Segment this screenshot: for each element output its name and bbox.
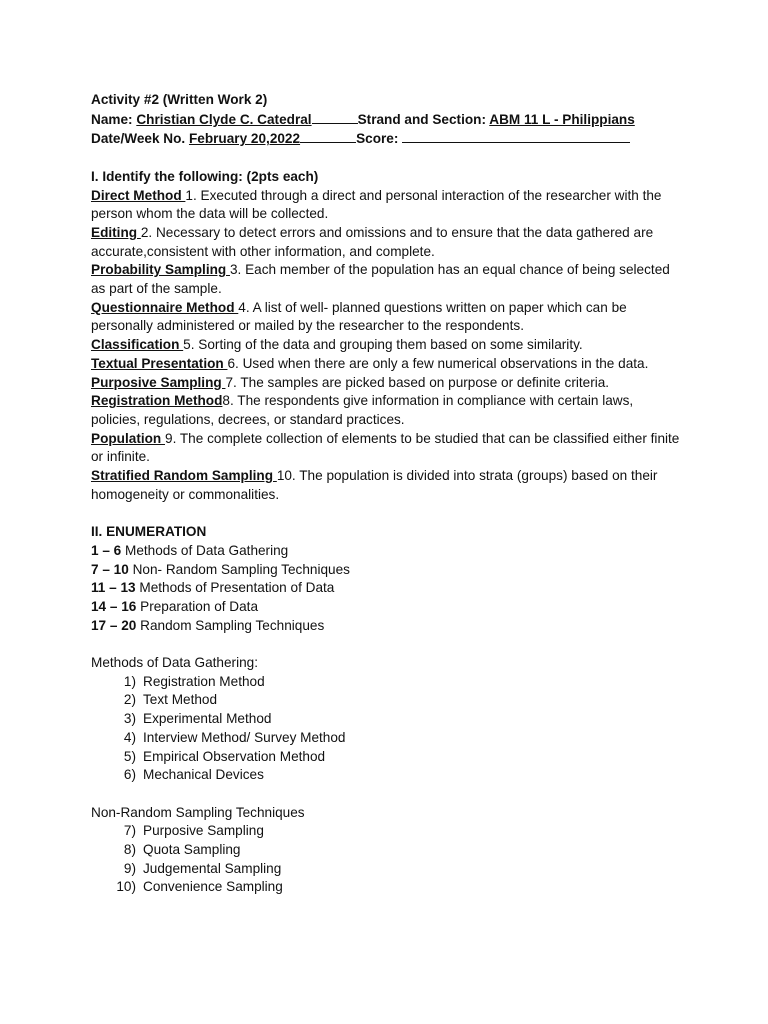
list-number [91, 748, 136, 767]
numbered-list [91, 673, 681, 785]
identify-question: 8. The respondents give information in compliance with certain laws, policies, regulations, decrees, or standard practices. [91, 393, 634, 427]
section2-title: II. ENUMERATION [91, 524, 207, 540]
identify-answer: Direct Method [91, 187, 186, 203]
list-heading: Methods of Data Gathering: [91, 655, 258, 671]
enumeration-range: 17 – 20 [91, 617, 137, 633]
activity-title: Activity #2 (Written Work 2) [91, 92, 268, 107]
section2-items [91, 542, 681, 636]
identify-item [91, 224, 681, 261]
enumeration-item [91, 598, 681, 617]
enumeration-range: 11 – 13 [91, 580, 136, 596]
list-item [91, 748, 681, 767]
list-number [91, 822, 136, 841]
identify-question: 4. A list of well- planned questions written on paper which can be personally administered or mailed by the researcher to the respondents. [91, 299, 627, 334]
enumeration-topic: Non- Random Sampling Techniques [128, 561, 350, 577]
enumeration-topic: Preparation of Data [136, 598, 259, 614]
identify-item [91, 261, 681, 298]
identify-answer: Editing [91, 224, 141, 240]
numbered-list [91, 822, 681, 897]
list-item-text: Experimental Method [143, 711, 272, 727]
enumeration-range: 1 – 6 [91, 542, 122, 558]
enumeration-item [91, 579, 681, 598]
identify-answer: Classification [91, 337, 184, 353]
identify-answer: Questionnaire Method [91, 299, 239, 315]
identify-item [91, 187, 681, 224]
identify-answer: Probability Sampling [91, 262, 230, 278]
list-number-text: 5) [123, 748, 136, 764]
list-number [91, 710, 136, 729]
list-item [91, 729, 681, 748]
identify-item [91, 374, 681, 393]
list-number [91, 860, 136, 879]
list-number-text: 1) [123, 673, 136, 689]
identify-question: 6. Used when there are only a few numerical observations in the data. [227, 355, 649, 371]
identify-question: 9. The complete collection of elements to be studied that can be classified either finite or infinite. [91, 430, 680, 465]
date-line [91, 129, 681, 149]
identify-item [91, 299, 681, 336]
identify-item [91, 467, 681, 504]
spacer [91, 504, 681, 523]
spacer [91, 149, 681, 168]
list-item-text: Registration Method [143, 673, 265, 689]
spacer [91, 785, 681, 804]
list-item-text: Text Method [143, 692, 218, 708]
list-number [91, 878, 136, 897]
date-label: Date/Week No. [91, 131, 189, 147]
identify-question: 7. The samples are picked based on purpose or definite criteria. [225, 374, 610, 390]
identify-item [91, 336, 681, 355]
enumeration-topic: Methods of Presentation of Data [135, 580, 335, 596]
identify-question: 2. Necessary to detect errors and omissions and to ensure that the data gathered are accurate,consistent with other information, and complete. [91, 224, 654, 259]
identify-answer: Population [91, 430, 166, 446]
document-content [91, 91, 681, 897]
list-number [91, 729, 136, 748]
list-item-text: Judgemental Sampling [143, 860, 282, 876]
identify-answer: Registration Method [91, 393, 223, 409]
section1-items [91, 187, 681, 505]
list-number [91, 841, 136, 860]
identify-item [91, 430, 681, 467]
list-item [91, 878, 681, 897]
list-number-text: 3) [123, 711, 136, 727]
enumeration-topic: Random Sampling Techniques [136, 617, 325, 633]
identify-answer: Stratified Random Sampling [91, 468, 277, 484]
strand-value: ABM 11 L - Philippians [489, 111, 635, 127]
identify-question: 5. Sorting of the data and grouping them based on some similarity. [183, 337, 583, 353]
list-item [91, 691, 681, 710]
list-item [91, 710, 681, 729]
list-number-text: 8) [123, 842, 136, 858]
list-item-text: Quota Sampling [143, 842, 241, 858]
section1-title: I. Identify the following: (2pts each) [91, 168, 319, 184]
enumeration-topic: Methods of Data Gathering [121, 542, 289, 558]
list-number-text: 2) [123, 692, 136, 708]
list-number-text: 10) [116, 879, 136, 895]
identify-question: 1. Executed through a direct and personal interaction of the researcher with the person whom the data will be collected. [91, 187, 662, 222]
enumeration-item [91, 617, 681, 636]
list-item-text: Interview Method/ Survey Method [143, 729, 346, 745]
identify-answer: Purposive Sampling [91, 374, 226, 390]
list-item-text: Empirical Observation Method [143, 748, 326, 764]
score-blank [402, 129, 630, 143]
enumeration-item [91, 561, 681, 580]
list-number-text: 7) [123, 823, 136, 839]
list-item-text: Purposive Sampling [143, 823, 264, 839]
identify-answer: Textual Presentation [91, 355, 228, 371]
identify-item [91, 392, 681, 429]
strand-label: Strand and Section: [357, 111, 490, 127]
enumeration-item [91, 542, 681, 561]
list-number-text: 6) [123, 767, 136, 783]
list-number [91, 766, 136, 785]
list-number [91, 691, 136, 710]
list-item [91, 822, 681, 841]
list-number-text: 9) [123, 860, 136, 876]
date-value: February 20,2022 [188, 131, 301, 147]
list-item-text: Convenience Sampling [143, 879, 283, 895]
list-number [91, 673, 136, 692]
list-item [91, 841, 681, 860]
date-blank [300, 129, 356, 143]
list-item [91, 673, 681, 692]
identify-question: 10. The population is divided into strata (groups) based on their homogeneity or commonalities. [91, 468, 658, 502]
list-item [91, 766, 681, 785]
list-number-text: 4) [123, 729, 136, 745]
name-line [91, 110, 681, 130]
list-item-text: Mechanical Devices [143, 767, 264, 783]
list-item [91, 860, 681, 879]
enumeration-range: 7 – 10 [91, 561, 129, 577]
enumeration-lists [91, 635, 681, 897]
identify-item [91, 355, 681, 374]
spacer [91, 635, 681, 654]
name-blank [312, 110, 358, 124]
score-label: Score: [356, 131, 403, 147]
name-value: Christian Clyde C. Catedral [136, 111, 312, 127]
list-heading: Non-Random Sampling Techniques [91, 804, 305, 820]
name-label: Name: [91, 111, 137, 127]
enumeration-range: 14 – 16 [91, 598, 137, 614]
identify-question: 3. Each member of the population has an equal chance of being selected as part of the sample. [91, 262, 670, 297]
